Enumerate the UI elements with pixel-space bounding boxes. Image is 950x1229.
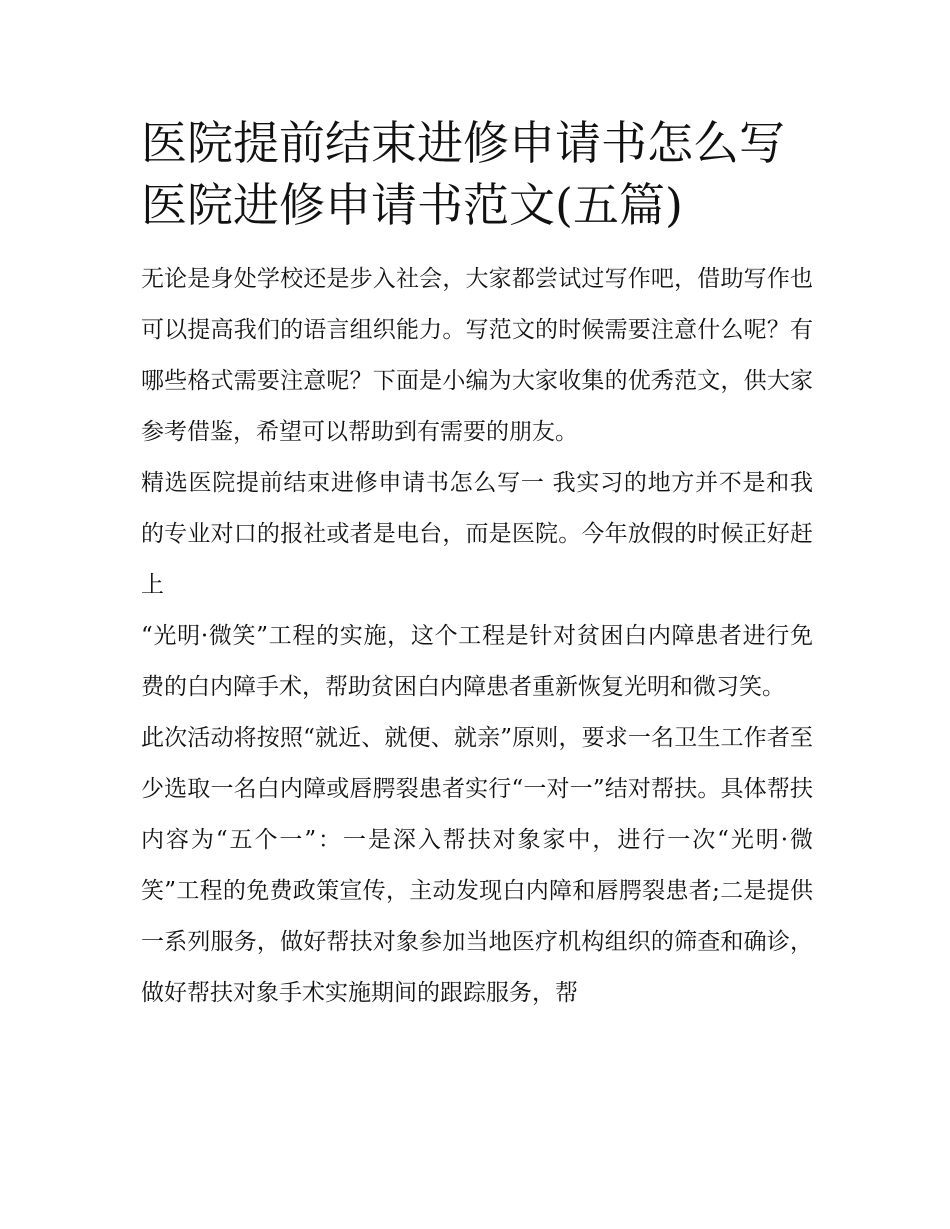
- paragraph-activity: 此次活动将按照“就近、就便、就亲”原则，要求一名卫生工作者至少选取一名白内障或唇腭裂患者实行“一对一”结对帮扶。具体帮扶内容为“五个一”：一是深入帮扶对象家中，进行一次“光明·微笑”工程的免费政策宣传，主动发现白内障和唇腭裂患者;二是提供一系列服务，做好帮扶对象参加当地医疗机构组织的筛查和确诊，做好帮扶对象手术实施期间的跟踪服务，帮: [141, 725, 813, 1006]
- document-body: [141, 112, 813, 1019]
- document-title: 医院提前结束进修申请书怎么写 医院进修申请书范文(五篇): [141, 116, 785, 232]
- paragraph-intro: 无论是身处学校还是步入社会，大家都尝试过写作吧，借助写作也可以提高我们的语言组织能力。写范文的时候需要注意什么呢？有哪些格式需要注意呢？下面是小编为大家收集的优秀范文，供大家参考借鉴，希望可以帮助到有需要的朋友。: [141, 266, 813, 445]
- paragraph-project: “光明·微笑”工程的实施，这个工程是针对贫困白内障患者进行免费的白内障手术，帮助贫困白内障患者重新恢复光明和微习笑。: [141, 623, 813, 700]
- paragraph-internship: 精选医院提前结束进修申请书怎么写一 我实习的地方并不是和我的专业对口的报社或者是电台，而是医院。今年放假的时候正好赶上: [141, 470, 813, 598]
